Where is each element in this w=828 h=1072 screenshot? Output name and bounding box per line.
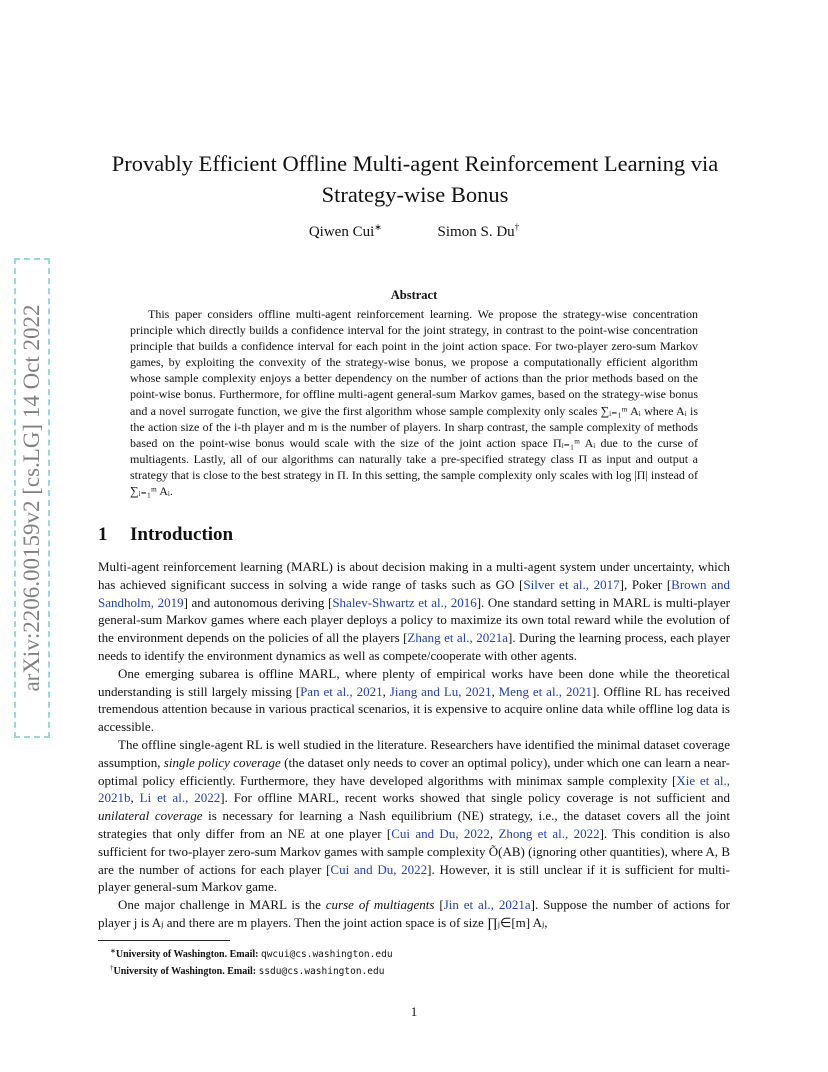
- paragraph-text: One major challenge in MARL is the: [118, 897, 326, 913]
- citation-link[interactable]: Pan et al., 2021: [300, 683, 383, 699]
- citation-link[interactable]: Brown and Sandholm, 2019: [98, 576, 730, 610]
- footnote-2: [110, 962, 730, 979]
- arxiv-identifier-stamp: [14, 258, 50, 738]
- citation-link[interactable]: Cui and Du, 2022: [330, 861, 428, 877]
- paragraph-text: Multi-agent reinforcement learning (MARL) is about decision making in a multi-agent system under uncertainty, which has achieved significant success in solving a wide range of tasks such as GO [: [98, 559, 730, 592]
- footnote-2-email: ssdu@cs.washington.edu: [258, 965, 385, 977]
- citation-link[interactable]: Li et al., 2022: [139, 790, 221, 806]
- paragraph-text: (the dataset only needs to cover an optimal policy), under which one can learn a near-optimal policy efficiently. Furthermore, they have developed algorithms with minimax sample complexity [: [98, 754, 730, 788]
- abstract-heading: Abstract: [390, 288, 438, 302]
- paragraph: [98, 736, 730, 896]
- paragraph: [98, 896, 730, 932]
- paper-title: Provably Efficient Offline Multi-agent Reinforcement Learning via Strategy-wise Bonus: [111, 151, 719, 207]
- paragraph: [98, 665, 730, 736]
- citation-link[interactable]: Jin et al., 2021a: [443, 897, 531, 913]
- paragraph-text: ,: [491, 683, 499, 699]
- arxiv-identifier-text: arXiv:2206.00159v2 [cs.LG] 14 Oct 2022: [19, 304, 44, 692]
- footnotes: [98, 945, 730, 978]
- section-number: 1: [98, 524, 108, 545]
- citation-link[interactable]: Zhang et al., 2021a: [407, 630, 508, 646]
- paragraph-text: ]. Suppose the number of actions for player j is Aⱼ and there are m players. Then the joint action space is of size ∏ⱼ∈[m] Aⱼ,: [98, 897, 730, 930]
- paragraph-text: ], Poker [: [619, 576, 672, 592]
- paragraph-text: ] and autonomous deriving [: [183, 594, 333, 610]
- paragraph-text: ]. During the learning process, each player needs to identify the environment dynamics as well as compete/cooperate with other agents.: [98, 630, 731, 663]
- citation-link[interactable]: Meng et al., 2021: [498, 683, 592, 699]
- footnote-2-label: University of Washington. Email:: [113, 965, 257, 977]
- author-list: [0, 222, 828, 241]
- paragraph-text: ]. However, it is still unclear if it is sufficient for multi-player general-sum Markov game.: [98, 861, 730, 895]
- paragraph-text: ]. For offline MARL, recent works showed that single policy coverage is not sufficient and: [220, 790, 730, 806]
- footnote-2-mark: †: [110, 963, 114, 972]
- paragraph-text: [: [434, 897, 444, 913]
- paragraph-text: ]. This condition is also sufficient for two-player zero-sum Markov games with sample complexity Õ(AB) (ignoring other quantities), where A, B are the number of actions for each player [: [98, 825, 730, 877]
- footnote-1-email: qwcui@cs.washington.edu: [260, 949, 393, 960]
- citation-link[interactable]: Zhong et al., 2022: [498, 825, 600, 841]
- citation-link[interactable]: Jiang and Lu, 2021: [389, 683, 492, 699]
- author-1-name: Qiwen Cui: [308, 224, 375, 240]
- paragraph-text: ]. One standard setting in MARL is multi-player general-sum Markov games where each player deploys a policy to maximize its own total reward while the evolution of the environment depends on the policies of all the players [: [98, 594, 730, 646]
- introduction-body: [98, 558, 730, 932]
- paragraph-text: is necessary for learning a Nash equilibrium (NE) strategy, i.e., the dataset covers all the joint strategies that only differ from an NE at one player [: [98, 808, 730, 841]
- citation-link[interactable]: Shalev-Shwartz et al., 2016: [332, 594, 477, 610]
- page-number: 1: [410, 1004, 418, 1019]
- abstract-text: This paper considers offline multi-agent reinforcement learning. We propose the strategy-wise concentration principle which directly builds a confidence interval for the joint strategy, in contrast to the point-wise concentration principle that builds a confidence interval for each point in the joint action space. For two-player zero-sum Markov games, by exploiting the convexity of the strategy-wise bonus, we propose a computationally efficient algorithm whose sample complexity enjoys a better dependency on the number of actions than the prior methods based on the point-wise bonus. Furthermore, for offline multi-agent general-sum Markov games, based on the strategy-wise bonus and a novel surrogate function, we give the first algorithm whose sample complexity only scales ∑ᵢ₌₁ᵐ Aᵢ where Aᵢ is the action size of the i-th player and m is the number of players. In sharp contrast, the sample complexity of methods based on the point-wise bonus would scale with the size of the joint action space Πᵢ₌₁ᵐ Aᵢ due to the curse of multiagents. Lastly, all of our algorithms can naturally take a pre-specified strategy class Π as input and output a strategy that is close to the best strategy in Π. In this setting, the sample complexity only scales with log |Π| instead of ∑ᵢ₌₁ᵐ Aᵢ.: [130, 307, 698, 499]
- paragraph-text: ,: [489, 825, 499, 841]
- author-2-name: Simon S. Du: [437, 224, 515, 240]
- footnote-1: [110, 945, 730, 962]
- author-1-footnote-mark: ∗: [374, 222, 382, 232]
- section-heading-introduction: [98, 524, 233, 546]
- emphasized-term: curse of multiagents: [325, 897, 435, 913]
- author-2: [438, 222, 520, 241]
- author-2-footnote-mark: †: [514, 222, 520, 232]
- citation-link[interactable]: Silver et al., 2017: [523, 576, 620, 592]
- paragraph-text: ,: [130, 790, 140, 806]
- paragraph-text: The offline single-agent RL is well studied in the literature. Researchers have identified the minimal dataset coverage assumption,: [98, 736, 730, 770]
- author-1: [309, 222, 382, 241]
- citation-link[interactable]: Cui and Du, 2022: [391, 825, 490, 841]
- footnote-1-mark: ∗: [110, 947, 116, 955]
- emphasized-term: unilateral coverage: [98, 808, 203, 824]
- citation-link[interactable]: Xie et al., 2021b: [98, 772, 730, 806]
- section-title: Introduction: [130, 524, 234, 545]
- footnote-rule: [98, 940, 230, 941]
- paragraph-text: One emerging subarea is offline MARL, where plenty of empirical works have been done while the theoretical understanding is still largely missing [: [98, 665, 730, 699]
- paragraph: [98, 558, 730, 665]
- paragraph-text: ]. Offline RL has received tremendous attention because in various practical scenarios, it is expensive to acquire online data while offline log data is accessible.: [98, 683, 731, 735]
- footnote-1-label: University of Washington. Email:: [115, 949, 259, 960]
- emphasized-term: single policy coverage: [163, 754, 281, 770]
- paragraph-text: ,: [382, 683, 390, 699]
